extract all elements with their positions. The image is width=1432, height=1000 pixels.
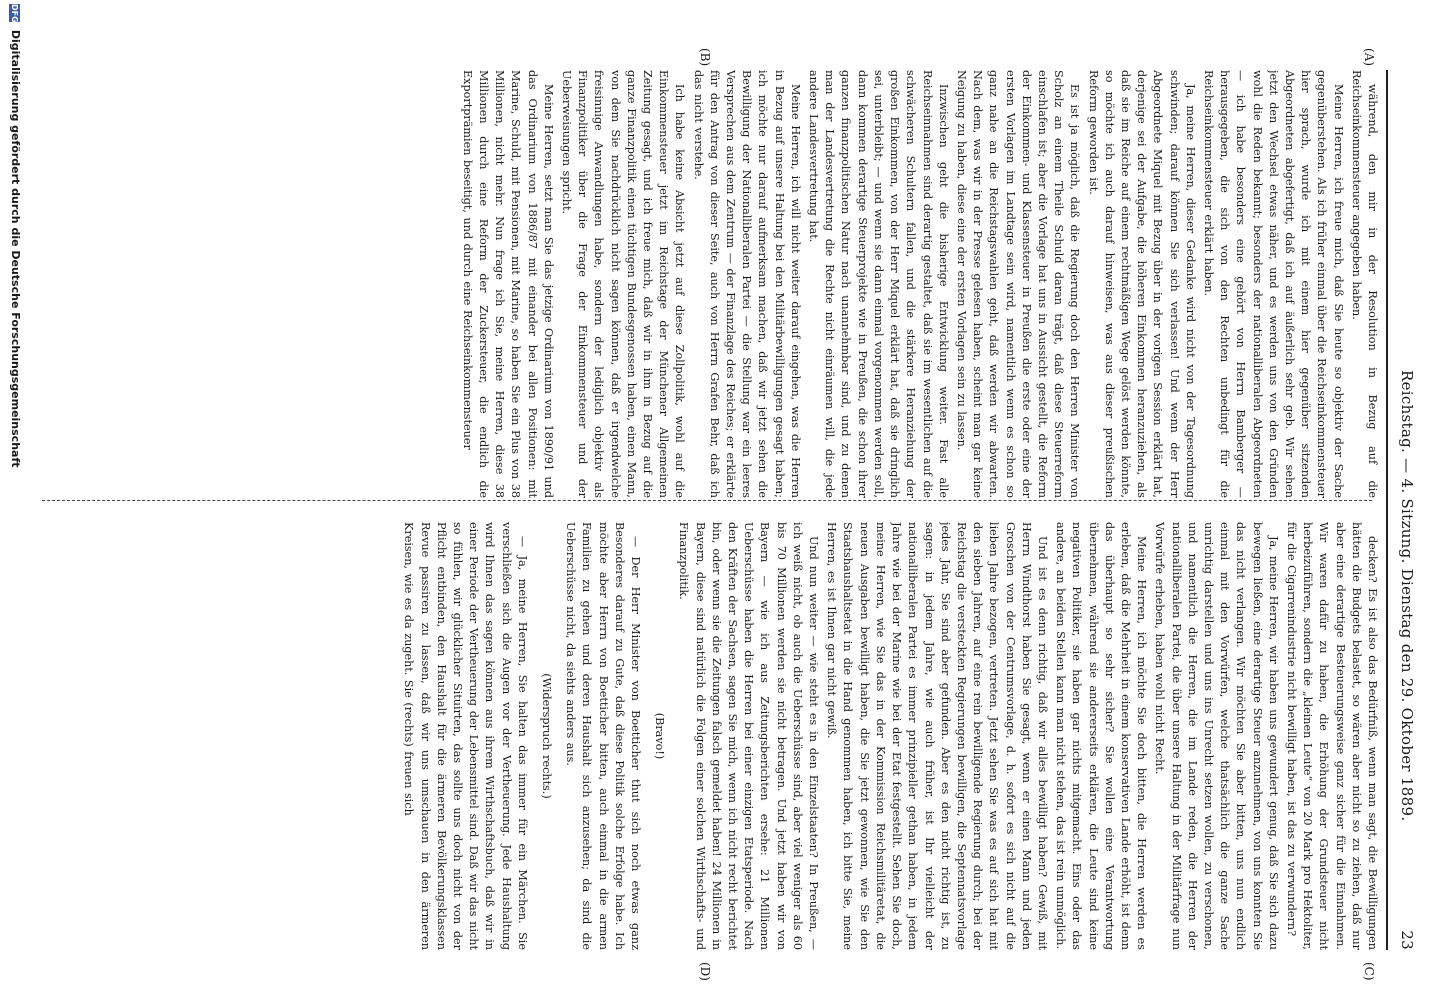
paragraph: Ich habe keine Absicht jetzt auf diese Zollpolitik, wohl auf die Einkommensteuer jetzt im Reichstage der Münchener Allgemeinen Zeitung gesagt, und ich freue mich, daß wir in ihm in Bezug auf die ganze Finanzpolitik einen tüchtigen Bundesgenossen haben, einen Mann, von dem Sie nachdrücklich nicht sagen können, daß er irgendwelche freisinnige Anwandlungen habe, sondern der lediglich objektiv als Finanzpolitiker über die Frage der Einkommensteuer und der Ueberweisungen spricht. — [560, 70, 687, 498]
interjection-widerspruch: (Widerspruch rechts.) — [540, 673, 554, 799]
paragraph: — Ja, meine Herren, Sie halten das immer für ein Märchen. Sie verschließen sich die Augen vor der Vertheuerung. Jede Haushaltung wird Ihnen das sagen können aus ihrem Wirthschaftsbuch, daß wir in einer Periode der Vertheuerung der Lebensmittel sind. Daß wir das nicht so fühlen, wir glücklicher Situirten, das sollte uns doch nicht von der Pflicht entbinden, den Haushalt für die ärmeren Bevölkerungsklassen Revue passiren zu lassen, daß wir uns umschauen in den ärmeren Kreisen, wie es da zugeht. Sie (rechts) freuen sich — [402, 522, 529, 950]
dfg-logo-icon: DFG — [10, 4, 20, 23]
footer-credit — [9, 4, 22, 468]
paragraph: Inzwischen geht die bisherige Entwicklung weiter. Fast alle Reichseinnahmen sind derartig gestaltet, daß sie im wesentlichen auf die schwächeren Schultern fallen, und die stärkere Heranziehung der großen Einkommen, von der Herr Miquel erklärt hat, daß sie dringlich sei, unterbleibt; — und wenn sie dann einmal vorgenommen werden soll, dann kommen derartige Steuerprojekte wie in Preußen, die schon ihrer ganzen finanzpolitischen Natur nach unannehmbar sind, und zu denen man der Landesvertretung die Rechte nicht einräumen will, die jede andere Landesvertretung hat. — [807, 70, 950, 498]
margin-marker-b: (B) — [698, 48, 712, 67]
paragraph: — Der Herr Minister von Boetticher thut sich noch etwas ganz Besonderes darauf zu Gute, daß diese Politik solche Erfolge habe. Ich möchte aber Herrn von Boetticher bitten, auch einmal in die armen Familien zu gehen und deren Haushalt sich anzusehen; da sind die Ueberschüsse nicht, da siehts anders aus. — [564, 522, 643, 950]
footer-credit-text: Digitalisierung gefördert durch die Deutsche Forschungsgemeinschaft — [9, 29, 22, 468]
interjection-bravo: (Bravo!) — [653, 712, 667, 760]
paragraph: Meine Herren, ich will nicht weiter darauf eingehen, was die Herren in Bezug auf unsere Haltung bei den Militärbewilligungen gesagt haben; ich möchte nur darauf aufmerksam machen, daß wir jetzt sehen die Bewilligung der Nationalliberalen Partei — die Stellung war ein leeres Versprechen aus dem Zentrum — der Finanzlage des Reiches; er erklärte für den Antrag von dieser Seite, auch von Herrn Grafen Behr, daß ich das nicht verstehe. — [691, 70, 802, 498]
page-header — [1392, 70, 1418, 950]
paragraph: Meine Herren, ich möchte Sie doch bitten, die Herren werden es erleben, daß die Mehrheit in einem konservativen Lande erhöht, ist denn das überhaupt so sehr sicher? Sie wollen eine Verantwortung übernehmen, während sie andererseits erklären, die Leute sind keine negativen Politiker, sie haben gar nichts mitgemacht. Eins oder das andere, an beiden Stellen kann man nicht stehen, das ist rein unmöglich. — [1054, 522, 1149, 950]
digitization-footer — [4, 0, 22, 1000]
paragraph: Ja, meine Herren, dieser Gedanke wird nicht von der Tagesordnung schwinden; darauf können Sie sich verlassen! Und wenn der Herr Abgeordnete Miquel mit Bezug über in der vorigen Session erklärt hat, derjenige sei der Aufgabe, die höheren Einkommen heranzuziehen, als daß sie im Reiche auf einem rechtmäßigen Wege gelöst werden könnte, so möchte ich auch darauf hinweisen, was aus dieser preußischen Reform geworden ist. — [1086, 70, 1197, 498]
paragraph: Es ist ja möglich, daß die Regierung doch den Herren Minister von Scholz an einem Theile Schuld daran trägt, daß diese Steuerreform einschlafen ist; aber die Vorlage hat uns in Aussicht gestellt, die Reform der Einkommen- und Klassensteuer in Preußen die erste oder eine der ersten Vorlagen im Landtage sein wird, namentlich wenn es schon so ganz nahe an die Reichstagswahlen geht, daß werden wir abwarten. Nach dem, was wir in der Presse gelesen haben, scheint man gar keine Neigung zu haben, diese eine der ersten Vorlagen sein zu lassen. — [954, 70, 1082, 498]
paragraph: Meine Herren, ich freue mich, daß Sie heute so objektiv der Sache gegenüberstehen. Als ich früher einmal über die Reichseinkommensteuer hier sprach, wurde ich mit einem hier gegenüber sitzenden Abgeordneten abgefertigt, daß ich auf äußerlich sehr geb. Wir sehen jetzt den Wechsel etwas näher, und es werden uns von den Gründen wohl die Reden bekannt; besonders der nationalliberalen Abgeordneten — ich habe besonders eine gehört von Herrn Bamberger — herausgegeben, die sich von den Rechten unbedingt für die Reichseinkommensteuer erklärt haben. — [1201, 70, 1345, 498]
paragraph: während, den mir in der Resolution in Bezug auf die Reichseinkommensteuer angegeben haben. — [1349, 70, 1379, 498]
column-divider — [42, 500, 1372, 501]
paragraph: Meine Herren, setzt man Sie das jetzige Ordinarium von 1890/91 und das Ordinarium von 1886/87 mit einander bei allen Positionen: mit Marine, Schuld, mit Pensionen, mit Marine, so haben Sie ein Plus von 38 Millionen, nicht mehr. Nun frage ich Sie, meine Herren, diese 38 Millionen durch eine Reform der Zuckersteuer, die endlich die Exportprämien beseitigt, und durch eine Reichseinkommensteuer — [460, 70, 555, 498]
paragraph: Und nun weiter — wie steht es in den Einzelstaaten? In Preußen, — ich weiß nicht, ob auch die Ueberschüsse sind, aber viel weniger als 60 bis 70 Millionen werden sie nicht betragen. Und jetzt haben wir von Bayern — wie ich aus Zeitungsberichten ersehe: 21 Millionen Ueberschüsse haben die Herren bei einer einzigen Etatsperiode. Nach den Kräften der Sachsen, sagen Sie mich, wenn ich nicht recht berichtet bin, oder wenn sie die Zeitungen falsch gemeldet haben! 24 Millionen in Bayern, diese sind natürlich die Folgen einer solchen Wirthschafts- und Finanzpolitik. — [677, 522, 821, 950]
page-number: 23 — [1398, 930, 1416, 950]
margin-marker-c: (C) — [1362, 962, 1376, 981]
page-title: Reichstag. — 4. Sitzung. Dienstag den 29. Oktober 1889. — [1398, 370, 1416, 822]
paragraph: Und ist es denn richtig, daß wir alles bewilligt haben? Gewiß, mit Herrn Windthorst haben Sie gesagt, wenn er einen Mann und jeden Groschen von der Centrumsvorlage, d. h. sofort es sich nicht auf die lieben Jahre bezogen, vertreten. Jetzt sehen Sie was es auf sich hat mit den sieben Jahren, auf eine rein bewilligende Regierung durch; bei der Reichstag die versteckten Regierungen bewilligen, die Septennatsvorlage jedes Jahr, Sie sind aber gefunden. Aber es den nicht richtig ist, zu sagen: in jedem Jahre, wie auch früher, ist Ihr vielleicht der nationalliberalen Partei es immer prinzipieller gethan haben, in jedem Jahre wie bei der Marine wie bei der Etat festgestellt. Sehen Sie doch, meine Herren, wie Sie das in der Kommission Reichsmilitäretat, die neuen Ausgaben bewilligt haben, die Sie jetzt gewonnen, wie Sie den Staatshaushaltsetat in die Hand genommen haben, ich bitte Sie, meine Herren, es ist Ihnen gar nicht gewiß. — [825, 522, 1049, 950]
paragraph: Ja, meine Herren, wir haben uns gewundert genug, daß Sie sich dazu bewegen ließen, eine derartige Steuer anzunehmen, von uns konnten Sie das nicht verlangen. Wir möchten Sie aber bitten, uns nun endlich einmal mit den Vorwürfen, welche thatsächlich die ganze Sache unrichtig darstellen und uns ins Unrecht setzen wollen, zu verschonen, und namentlich die Herren, die im Lande reden, die Herren der nationalliberalen Partei, die über unsere Haltung in der Militärfrage nun Vorwürfe erheben, haben wohl nicht Recht. — [1153, 522, 1280, 950]
right-text-column — [60, 522, 1380, 950]
header-rule — [1386, 70, 1388, 950]
paragraph: decken? Es ist also das Bedürfniß, wenn man sagt, die Bewilligungen hätten die Budgets belastet, so wären aber nicht so zu ziehen, daß nur aber eine derartige Besteuerungsweise ganz sicher für die Einnahmen. Wir waren dafür zu haben, die Erhöhung der Grundsteuer nicht herbeizuführen, sondern die „kleinen Leute“ von 20 Mark pro Hektoliter, für die Cigarrenindustrie nicht bewilligt haben, ist das zu verwundern? — [1284, 522, 1379, 950]
margin-marker-d: (D) — [698, 962, 712, 981]
left-text-column — [60, 70, 1380, 498]
margin-marker-a: (A) — [1362, 48, 1376, 67]
